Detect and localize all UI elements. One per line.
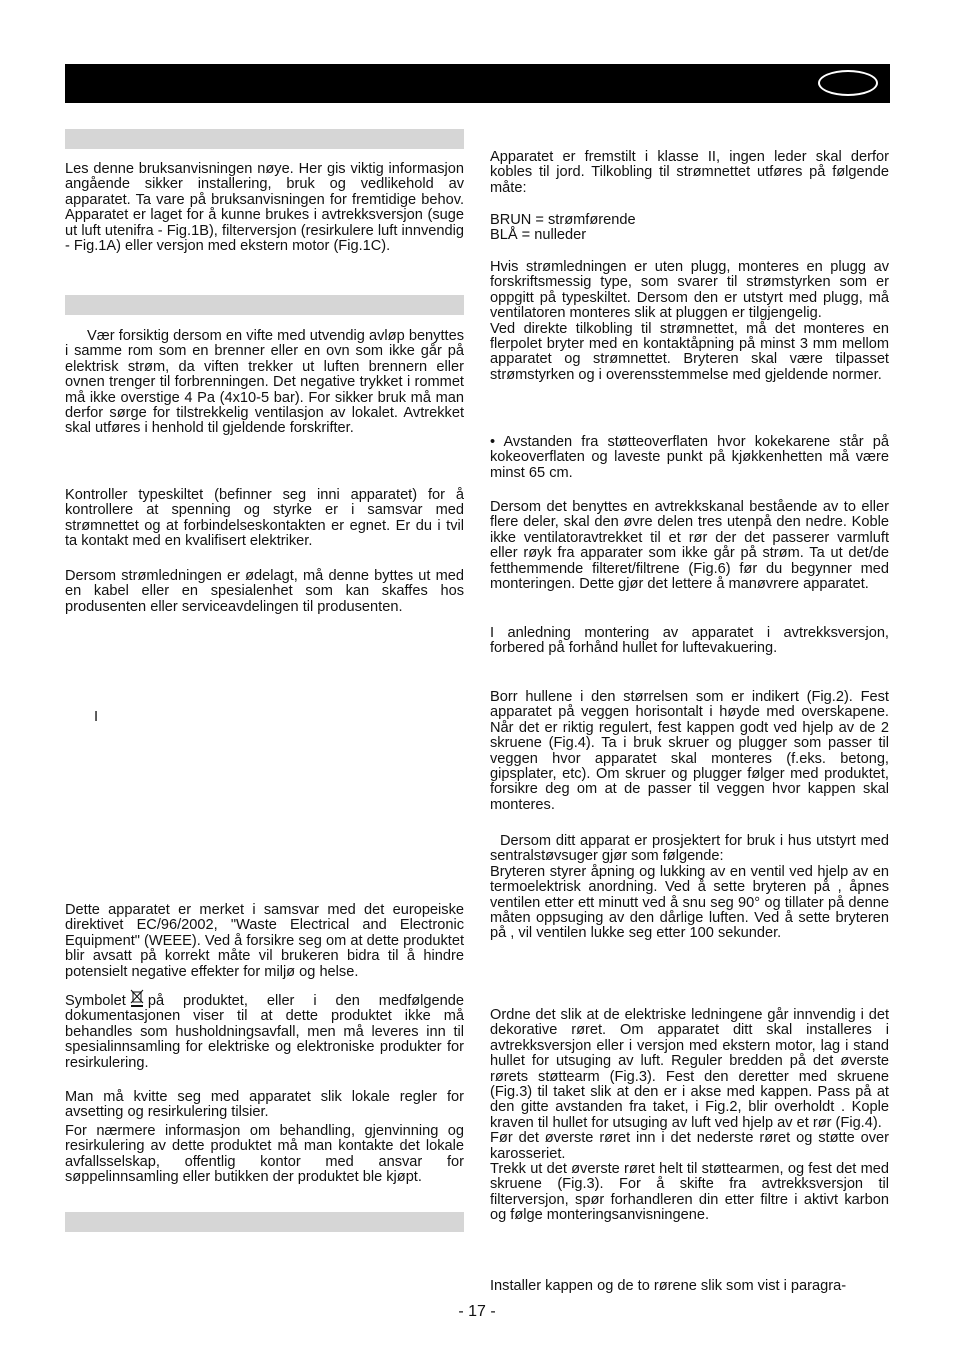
recycling-info-paragraph: For nærmere informasjon om behandling, gjenvinning og resirkulering av dette produktet må man kontakte det lokale avfallsselskap, offentlig kontor med ansvar for søppelinnsamling eller butikken der produktet ble kjøpt. <box>65 1123 464 1186</box>
central-vacuum-paragraph: Dersom ditt apparat er prosjektert for bruk i hus utstyrt med sentralstøvsuger gjør som følgende: Bryteren styrer åpning og lukking av en ventil ved hjelp av en termoelektrisk anordning. Ved å sette bryteren på , åpnes ventilen etter ett minutt ved å snu seg 90° og tillater på denne måten oppsuging av den dårlige luften. Ved å sette bryteren på , vil ventilen lukke seg etter 100 sekunder. <box>490 833 889 942</box>
language-badge <box>818 70 878 96</box>
section-heading-bar <box>65 295 464 315</box>
wire-brown: BRUN = strømførende <box>490 212 636 228</box>
electrical-class-paragraph: Apparatet er fremstilt i klasse II, ingen leder skal derfor kobles til jord. Tilkobling til strømnettet utføres på følgende måte: <box>490 149 889 196</box>
wall-mounting-paragraph: Borr hullene i den størrelsen som er indikert (Fig.2). Fest apparatet på veggen horisontalt i høyde med overskapene. Når det er riktig regulert, fest kappen godt ved hjelp av de 2 skruene (Fig.4). Ta i bruk skruer og plugger som passer til veggen hvor apparatet skal monteres (f.eks. betong, gipsplater, etc). Om skruer og plugger følger med produktet, forsikre deg om at de passer til veggen hvor kappen skal monteres. <box>490 689 889 813</box>
disposal-paragraph: Man må kvitte seg med apparatet slik lokale regler for avsetting og resirkulering tilsier. <box>65 1089 464 1121</box>
extraction-hole-paragraph: I anledning montering av apparatet i avtrekksversjon, forbered på forhånd hullet for luftevakuering. <box>490 625 889 657</box>
install-hood-paragraph: Installer kappen og de to rørene slik som vist i paragra- <box>490 1278 847 1294</box>
crossed-bin-icon <box>130 989 144 1007</box>
weee-paragraph: Dette apparatet er merket i samsvar med det europeiske direktivet EC/96/2002, "Waste Electrical and Electronic Equipment" (WEEE). Ved å forsikre seg om at dette produktet blir avsatt på korrekt måte vil brukeren bidra til å hindre potensielt negative effekter for miljø og helse. <box>65 902 464 980</box>
section-heading-bar <box>65 129 464 149</box>
typeplate-paragraph: Kontroller typeskiltet (befinner seg inni apparatet) for å kontrollere at spenning og styrke er i samsvar med strømnettet og at forbindelseskontakten er egnet. Er du i tvil ta kontakt med en kvalifisert elektriker. <box>65 487 464 550</box>
power-cable-paragraph: Dersom strømledningen er ødelagt, må denne byttes ut med en kabel eller en spesialenhet som kan skaffes hos produsenten eller serviceavdelingen til produsenten. <box>65 568 464 615</box>
plug-paragraph: Hvis strømledningen er uten plugg, monteres en plugg av forskriftsmessig type, som svarer til strømstyrken som er oppgitt på typeskiltet. Dersom den er utstyrt med plugg, må ventilatoren monteres slik at pluggen er tilgjengelig. Ved direkte tilkobling til strømnettet, må det monteres en flerpolet bryter med en kontaktåpning på minst 3 mm mellom apparatet og strømnettet. Bryteren skal være tilpasset strømstyrken og i overensstemmelse med gjeldende normer. <box>490 259 889 383</box>
section-heading-bar <box>65 1212 464 1232</box>
page-number: - 17 - <box>458 1303 496 1320</box>
wire-blue: BLÅ = nulleder <box>490 227 587 244</box>
ceiling-mounting-paragraph: Ordne det slik at de elektriske ledningene går innvendig i det dekorative røret. Om apparatet ditt skal installeres i avtrekksversjon eller i versjon med ekstern motor, lag i stand hullet for utsuging av luft. Reguler bredden på det øverste rørets støttearm (Fig.3). Fest den deretter med skruene (Fig.3) til taket slik at den er i akse med kappen. Pass på at den gitte avstanden fra taket, i Fig.2, blir overholdt . Kople kraven til hullet for utsuging av luft ved hjelp av et rør (Fig.4). Før det øverste røret inn i det nederste røret og støtte over karosseriet. Trekk ut det øverste røret helt til støttearmen, og fest det med skruene (Fig.3). For å skifte fra avtrekksversjon til filterversjon, spør forhandleren din etter filtre i aktivt karbon og følge monteringsanvisningene. <box>490 1007 889 1224</box>
intro-paragraph: Les denne bruksanvisningen nøye. Her gis viktig informasjon angående sikker installering, bruk og vedlikehold av apparatet. Ta vare på bruksanvisningen for fremtidige behov. Apparatet er laget for å kunne brukes i avtrekksversjon (suge ut luft utenifra - Fig.1B), filterversjon (resirkulere luft innvendig - Fig.1A) eller versjon med ekstern motor (Fig.1C). <box>65 161 464 255</box>
stray-letter: I <box>94 709 99 725</box>
wire-colour-list <box>490 213 889 244</box>
duct-paragraph: Dersom det benyttes en avtrekkskanal bestående av to eller flere deler, skal den øvre delen tres utenpå den nedre. Koble ikke ventilatoravtrekket til et rør der det passerer varmluft eller røyk fra apparater som ikke går på strøm. Ta ut det/de fetthemmende filteret/filtrene (Fig.6) før du begynner med monteringen. Dette gjør det lettere å manøvrere apparatet. <box>490 499 889 593</box>
distance-paragraph: • Avstanden fra støtteoverflaten hvor kokekarene står på kokeoverflaten og laveste punkt på kjøkkenhetten må være minst 65 cm. <box>490 434 889 481</box>
ventilation-warning: Vær forsiktig dersom en vifte med utvendig avløp benyttes i samme rom som en brenner eller en ovn som ikke går på elektrisk strøm, da viften trekker ut luften brennern eller ovnen trenger til forbrenningen. Det negative trykket i rommet må ikke overstige 4 Pa (4x10-5 bar). For sikker bruk må man derfor sørge for tilstrekkelig ventilasjon av lokalet. Avtrekket skal utføres i henhold til gjeldende forskrifter. <box>65 328 464 437</box>
weee-symbol-paragraph: Symbolet på produktet, eller i den medfølgende dokumentasjonen viser til at dette produktet ikke må behandles som husholdningsavfall, men må leveres inn til spesialinnsamling for elektriske og elektroniske produkter for resirkulering. <box>65 989 464 1071</box>
header-bar <box>65 64 890 103</box>
